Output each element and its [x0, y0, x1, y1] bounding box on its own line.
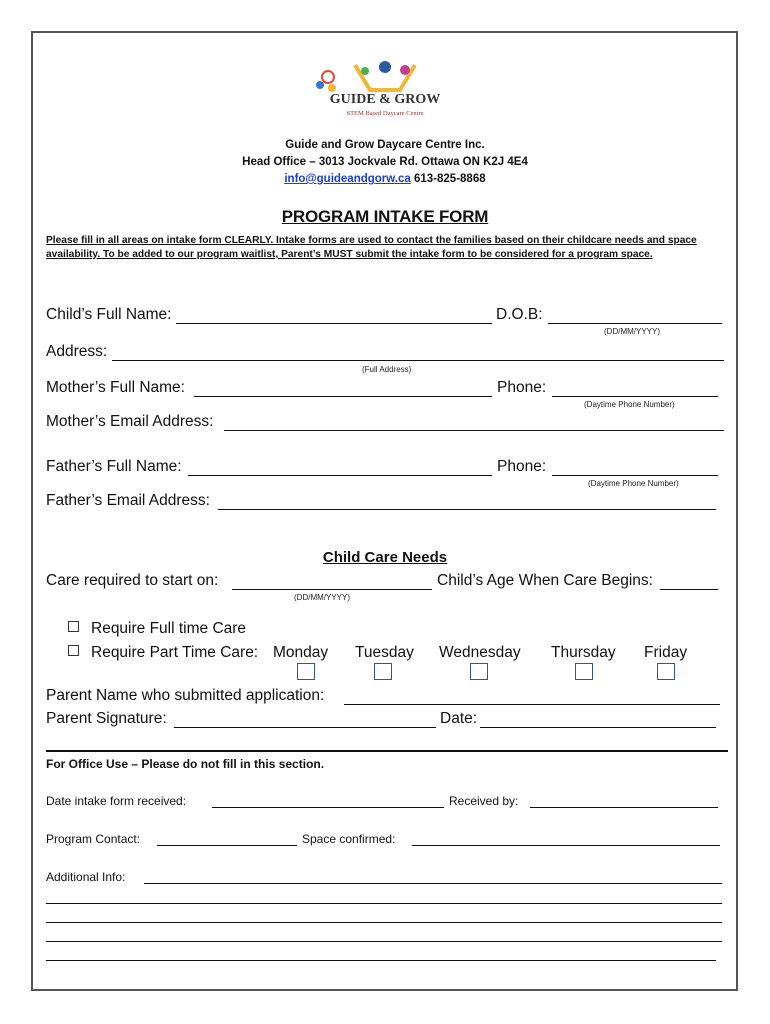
child-name-field[interactable] — [176, 323, 492, 324]
guide-and-grow-logo — [310, 55, 460, 120]
full-time-label: Require Full time Care — [91, 620, 247, 637]
child-care-needs-heading: Child Care Needs — [322, 549, 448, 566]
mother-phone-field[interactable] — [552, 396, 718, 397]
father-name-label: Father’s Full Name: — [46, 458, 182, 475]
part-time-checkbox[interactable] — [68, 645, 79, 656]
email-link[interactable]: info@guideandgorw.ca — [284, 173, 411, 185]
father-phone-hint: (Daytime Phone Number) — [588, 479, 679, 488]
full-time-checkbox[interactable] — [68, 621, 79, 632]
program-contact-field[interactable] — [157, 845, 297, 846]
dob-hint: (DD/MM/YYYY) — [604, 327, 660, 336]
father-name-field[interactable] — [188, 475, 492, 476]
address-hint: (Full Address) — [362, 365, 412, 374]
additional-info-line[interactable] — [46, 922, 722, 923]
father-phone-label: Phone: — [497, 458, 547, 475]
space-confirmed-label: Space confirmed: — [302, 832, 396, 846]
part-time-option[interactable] — [68, 644, 258, 662]
logo-tagline: STEM Based Daycare Centre — [346, 110, 424, 117]
mother-email-label: Mother’s Email Address: — [46, 413, 214, 430]
father-email-field[interactable] — [218, 509, 716, 510]
day-friday-label: Friday — [644, 644, 688, 661]
friday-checkbox[interactable] — [657, 663, 675, 680]
mother-phone-hint: (Daytime Phone Number) — [584, 400, 675, 409]
signature-label: Parent Signature: — [46, 710, 167, 727]
day-monday-label: Monday — [273, 644, 329, 661]
mother-email-field[interactable] — [224, 430, 724, 431]
office-heading: For Office Use – Please do not fill in this section. — [46, 757, 325, 771]
father-phone-field[interactable] — [552, 475, 718, 476]
space-confirmed-field[interactable] — [412, 845, 720, 846]
office-divider — [46, 750, 728, 752]
date-received-label: Date intake form received: — [46, 794, 187, 808]
additional-info-line[interactable] — [46, 960, 716, 961]
full-time-option[interactable] — [68, 620, 246, 638]
day-tuesday-label: Tuesday — [355, 644, 414, 661]
org-phone: 613-825-8868 — [414, 173, 486, 185]
father-email-label: Father’s Email Address: — [46, 492, 210, 509]
address-field[interactable] — [112, 360, 724, 361]
address-label: Address: — [46, 343, 108, 360]
care-start-hint: (DD/MM/YYYY) — [294, 593, 350, 602]
thursday-checkbox[interactable] — [575, 663, 593, 680]
day-thursday-label: Thursday — [551, 644, 616, 661]
parent-name-field[interactable] — [344, 704, 720, 705]
child-age-label: Child’s Age When Care Begins: — [437, 572, 653, 589]
date-label: Date: — [440, 710, 478, 727]
logo-text: GUIDE & GROW — [329, 92, 441, 107]
signature-field[interactable] — [174, 727, 436, 728]
care-start-label: Care required to start on: — [46, 572, 219, 589]
child-age-field[interactable] — [660, 589, 718, 590]
mother-name-label: Mother’s Full Name: — [46, 379, 185, 396]
additional-info-label: Additional Info: — [46, 870, 126, 884]
additional-info-field[interactable] — [144, 883, 722, 884]
org-contact — [0, 173, 770, 185]
additional-info-line[interactable] — [46, 903, 722, 904]
day-wednesday-label: Wednesday — [439, 644, 521, 661]
wednesday-checkbox[interactable] — [470, 663, 488, 680]
received-by-label: Received by: — [449, 794, 519, 808]
form-instructions: Please fill in all areas on intake form CLEARLY. Intake forms are used to contact the families based on their childcare needs and space availability. To be added to our program waitlist, Parent’s MUST submit the intake form to be considered for a program space. — [46, 235, 697, 260]
mother-phone-label: Phone: — [497, 379, 547, 396]
date-received-field[interactable] — [212, 807, 444, 808]
additional-info-line[interactable] — [46, 941, 722, 942]
date-field[interactable] — [480, 727, 716, 728]
parent-name-label: Parent Name who submitted application: — [46, 687, 325, 704]
org-name: Guide and Grow Daycare Centre Inc. — [285, 139, 485, 151]
received-by-field[interactable] — [530, 807, 718, 808]
child-name-label: Child’s Full Name: — [46, 306, 172, 323]
tuesday-checkbox[interactable] — [374, 663, 392, 680]
monday-checkbox[interactable] — [297, 663, 315, 680]
part-time-label: Require Part Time Care: — [91, 644, 259, 661]
mother-name-field[interactable] — [194, 396, 492, 397]
org-address: Head Office – 3013 Jockvale Rd. Ottawa ON K2J 4E4 — [242, 156, 528, 168]
dob-label: D.O.B: — [496, 306, 543, 323]
care-start-field[interactable] — [232, 589, 432, 590]
form-title: PROGRAM INTAKE FORM — [281, 207, 489, 226]
dob-field[interactable] — [548, 323, 722, 324]
program-contact-label: Program Contact: — [46, 832, 141, 846]
